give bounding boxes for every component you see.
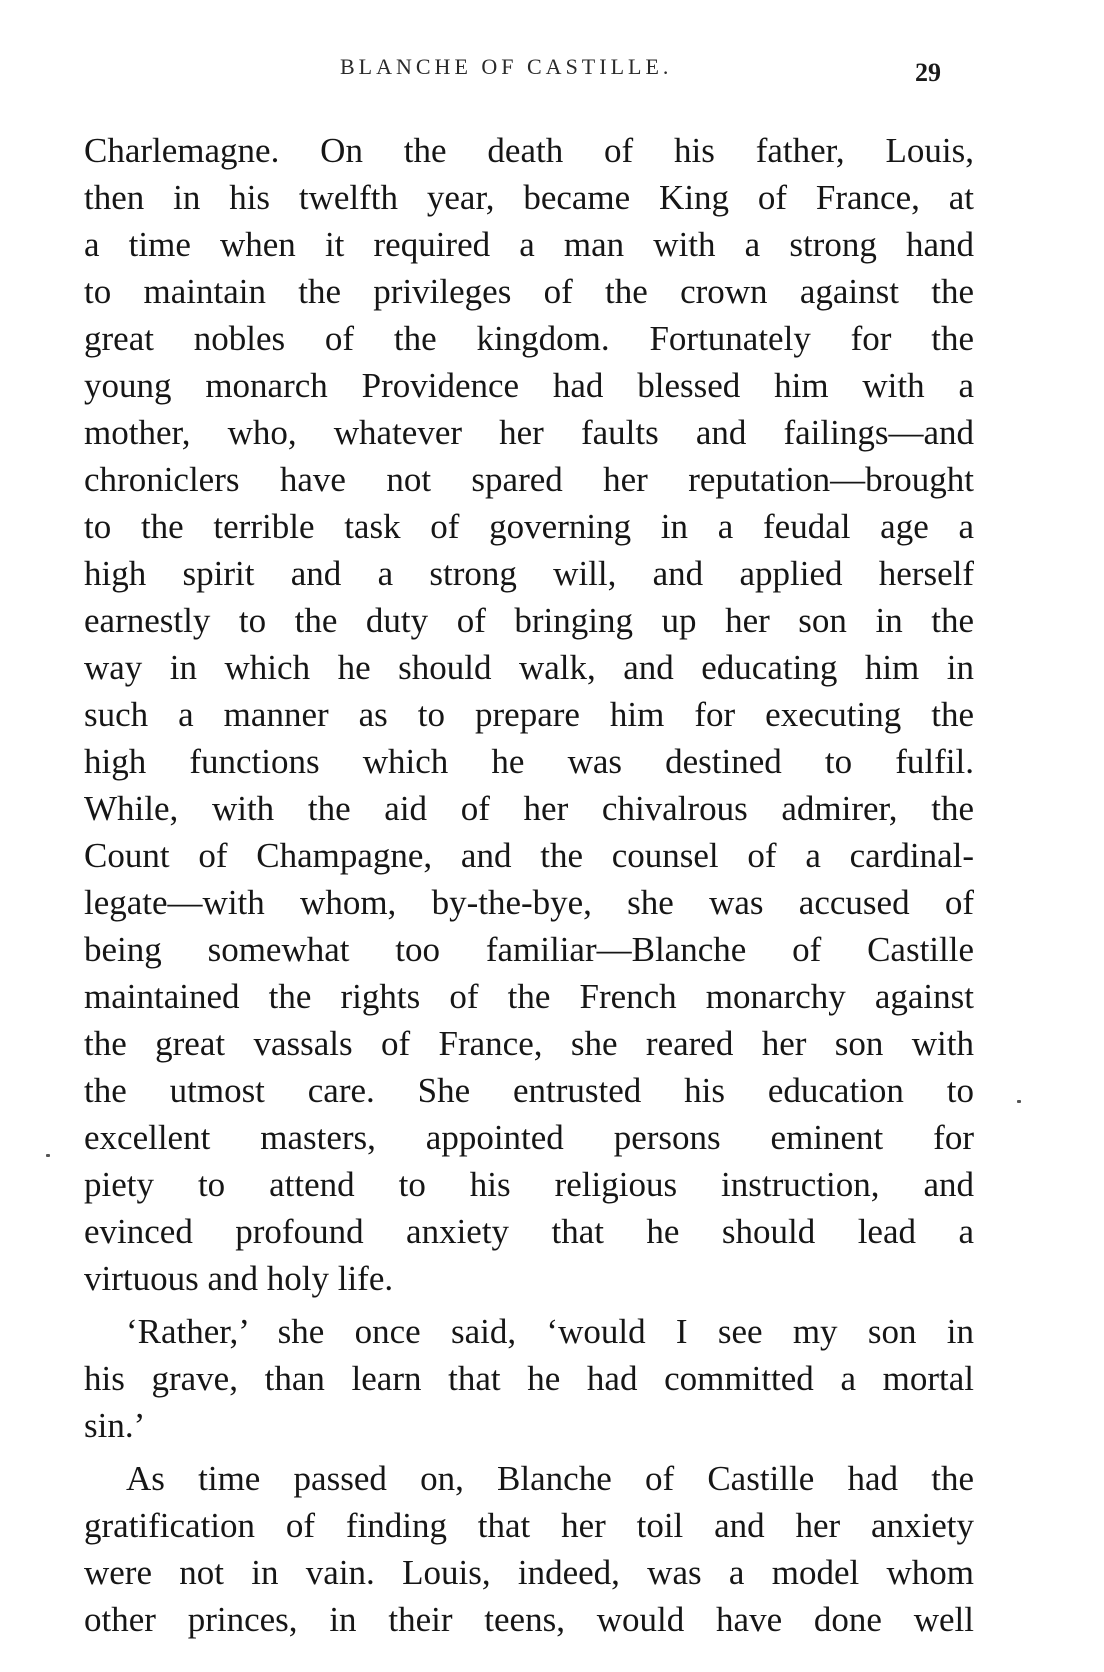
page-number: 29	[915, 58, 941, 87]
text-line: While, with the aid of her chivalrous admirer, the	[84, 789, 974, 828]
text-line: gratification of finding that her toil and her anxiety	[84, 1506, 974, 1545]
running-title: BLANCHE OF CASTILLE.	[340, 54, 673, 79]
text-line: evinced profound anxiety that he should lead a	[84, 1212, 974, 1251]
print-speck	[1017, 1100, 1021, 1103]
text-line: then in his twelfth year, became King of France, at	[84, 178, 974, 217]
text-line: great nobles of the kingdom. Fortunately for the	[84, 319, 974, 358]
text-line: ‘Rather,’ she once said, ‘would I see my son in	[126, 1312, 974, 1351]
text-line: excellent masters, appointed persons eminent for	[84, 1118, 974, 1157]
text-line: high spirit and a strong will, and applied herself	[84, 554, 974, 593]
text-line: chroniclers have not spared her reputation—brought	[84, 460, 974, 499]
text-line: Count of Champagne, and the counsel of a cardinal-	[84, 836, 974, 875]
text-line: were not in vain. Louis, indeed, was a model whom	[84, 1553, 974, 1592]
text-line: being somewhat too familiar—Blanche of Castille	[84, 930, 974, 969]
text-line: his grave, than learn that he had committed a mortal	[84, 1359, 974, 1398]
text-line: other princes, in their teens, would have done well	[84, 1600, 974, 1639]
body-text	[84, 127, 974, 1643]
paragraph	[84, 1308, 974, 1449]
text-line: legate—with whom, by-the-bye, she was accused of	[84, 883, 974, 922]
print-speck	[46, 1154, 50, 1157]
text-line: such a manner as to prepare him for executing the	[84, 695, 974, 734]
paragraph	[84, 127, 974, 1302]
text-line: Charlemagne. On the death of his father, Louis,	[84, 131, 974, 170]
text-line: way in which he should walk, and educating him in	[84, 648, 974, 687]
text-line: young monarch Providence had blessed him with a	[84, 366, 974, 405]
paragraph	[84, 1455, 974, 1643]
text-line: sin.’	[84, 1406, 146, 1445]
text-line: As time passed on, Blanche of Castille had the	[126, 1459, 974, 1498]
text-line: the utmost care. She entrusted his education to	[84, 1071, 974, 1110]
text-line: high functions which he was destined to fulfil.	[84, 742, 974, 781]
running-header	[0, 50, 1104, 94]
text-line: mother, who, whatever her faults and failings—and	[84, 413, 974, 452]
text-line: piety to attend to his religious instruction, and	[84, 1165, 974, 1204]
text-line: to the terrible task of governing in a feudal age a	[84, 507, 974, 546]
text-line: a time when it required a man with a strong hand	[84, 225, 974, 264]
text-line: to maintain the privileges of the crown against the	[84, 272, 974, 311]
text-line: maintained the rights of the French monarchy against	[84, 977, 974, 1016]
text-line: the great vassals of France, she reared her son with	[84, 1024, 974, 1063]
text-line: virtuous and holy life.	[84, 1259, 394, 1298]
text-line: earnestly to the duty of bringing up her son in the	[84, 601, 974, 640]
